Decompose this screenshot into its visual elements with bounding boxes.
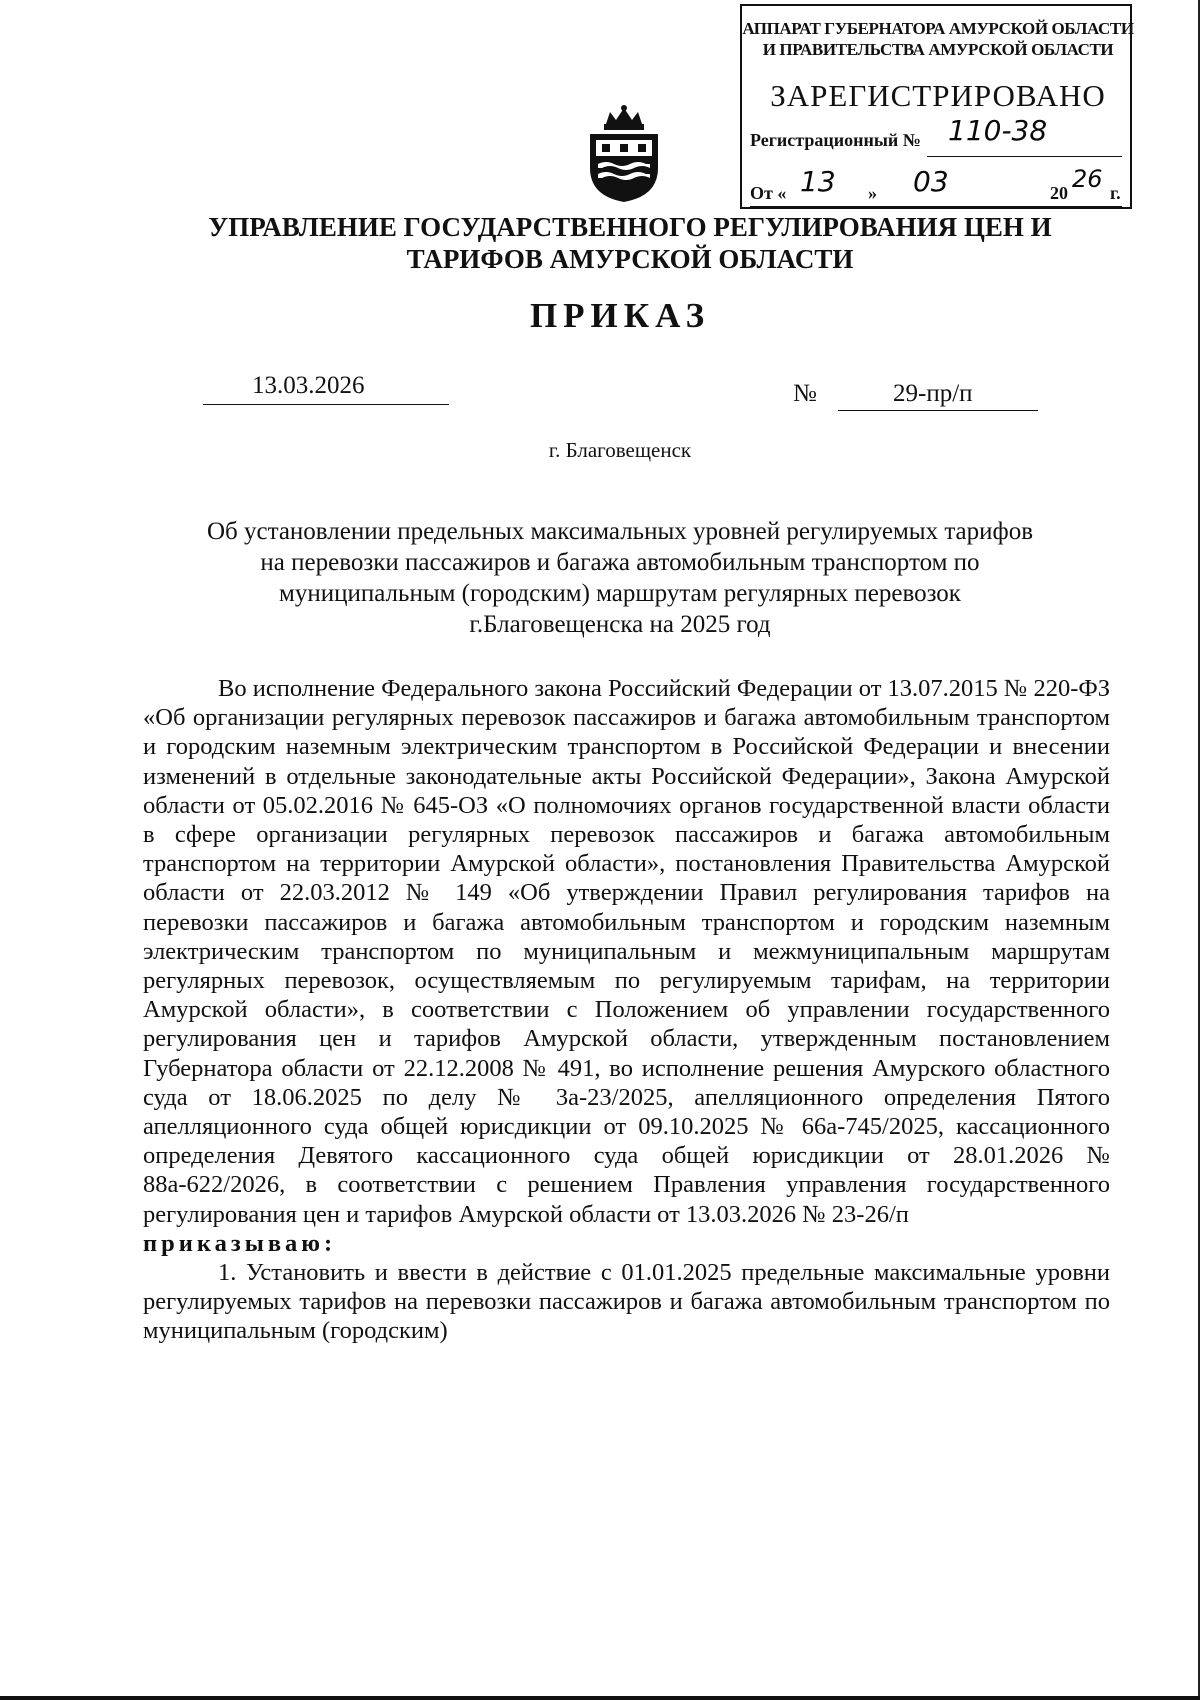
stamp-date-row — [750, 165, 1130, 204]
subject-line: г.Благовещенска на 2025 год — [469, 611, 771, 638]
order-number-label: № — [793, 380, 817, 407]
stamp-reg-number: 110-38 — [948, 114, 1048, 147]
stamp-org-line: АППАРАТ ГУБЕРНАТОРА АМУРСКОЙ ОБЛАСТИ — [742, 19, 1134, 38]
stamp-reg-number-row — [750, 114, 1048, 151]
subject-line: Об установлении предельных максимальных уровней регулируемых тарифов — [206, 518, 1034, 545]
stamp-month: 03 — [913, 165, 949, 198]
order-date: 13.03.2026 — [252, 372, 365, 399]
preamble-paragraph: Во исполнение Федерального закона Российский Федерации от 13.07.2015 № 220-ФЗ «Об организации регулярных перевозок пассажиров и багажа автомобильным транспортом и городским наземным электрическим транспортом в Российской Федерации и внесении изменений в отдельные законодательные акты Российской Федерации», Закона Амурской области от 05.02.2016 № 645-ОЗ «О полномочиях органов государственной власти области в сфере организации регулярных перевозок пассажиров и багажа автомобильным транспортом на территории Амурской области», постановления Правительства Амурской области от 22.03.2012 № 149 «Об утверждении Правил регулирования тарифов на перевозки пассажиров и багажа автомобильным транспортом и городским наземным электрическим транспортом по муниципальным и межмуниципальным маршрутам регулярных перевозок, осуществляемым по регулируемым тарифам, на территории Амурской области», в соответствии с Положением об управлении государственного регулирования цен и тарифов Амурской области, утвержденным постановлением Губернатора области от 22.12.2008 № 491, во исполнение решения Амурского областного суда от 18.06.2025 по делу № 3а-23/2025, апелляционного определения Пятого апелляционного суда общей юрисдикции от 09.10.2025 № 66а-745/2025, кассационного определения Девятого кассационного суда общей юрисдикции от 28.01.2026 № 88а-622/2026, в соответствии с решением Правления управления государственного регулирования цен и тарифов Амурской области от 13.03.2026 № 23-26/п — [143, 675, 1110, 1228]
stamp-year-mark: г. — [1110, 183, 1121, 203]
stamp-underline — [750, 206, 1122, 207]
document-type-title: ПРИКАЗ — [529, 296, 711, 335]
stamp-underline — [927, 156, 1122, 157]
stamp-year-prefix: 20 — [1050, 183, 1068, 203]
stamp-org-line: И ПРАВИТЕЛЬСТВА АМУРСКОЙ ОБЛАСТИ — [762, 40, 1114, 59]
stamp-day: 13 — [800, 165, 836, 198]
subject-line: на перевозки пассажиров и багажа автомобильным транспортом по — [260, 549, 980, 576]
org-title-line: УПРАВЛЕНИЕ ГОСУДАРСТВЕННОГО РЕГУЛИРОВАНИЯ ЦЕН И — [208, 212, 1052, 242]
stamp-year-suffix: 26 — [1072, 165, 1103, 193]
stamp-registered-label: ЗАРЕГИСТРИРОВАНО — [770, 78, 1106, 113]
order-item: 1. Установить и ввести в действие с 01.01.2025 предельные максимальные уровни регулируемых тарифов на перевозки пассажиров и багажа автомобильным транспортом по муниципальным (городским) — [143, 1259, 1110, 1345]
stamp-from-label: От « — [750, 183, 787, 203]
order-body — [143, 674, 1110, 1346]
order-subject — [140, 516, 1100, 640]
order-number: 29-пр/п — [893, 380, 973, 407]
subject-line: муниципальным (городским) маршрутам регулярных перевозок — [279, 580, 961, 607]
date-underline — [203, 404, 449, 405]
scan-edge — [0, 1696, 1200, 1700]
coat-of-arms-icon — [584, 104, 664, 204]
stamp-reg-label: Регистрационный № — [750, 130, 921, 150]
city-line: г. Благовещенск — [548, 438, 692, 462]
number-underline — [838, 410, 1038, 411]
registration-stamp — [740, 4, 1132, 209]
org-title-line: ТАРИФОВ АМУРСКОЙ ОБЛАСТИ — [406, 244, 854, 274]
order-word: приказываю: — [143, 1229, 337, 1257]
stamp-day-close: » — [868, 183, 877, 203]
